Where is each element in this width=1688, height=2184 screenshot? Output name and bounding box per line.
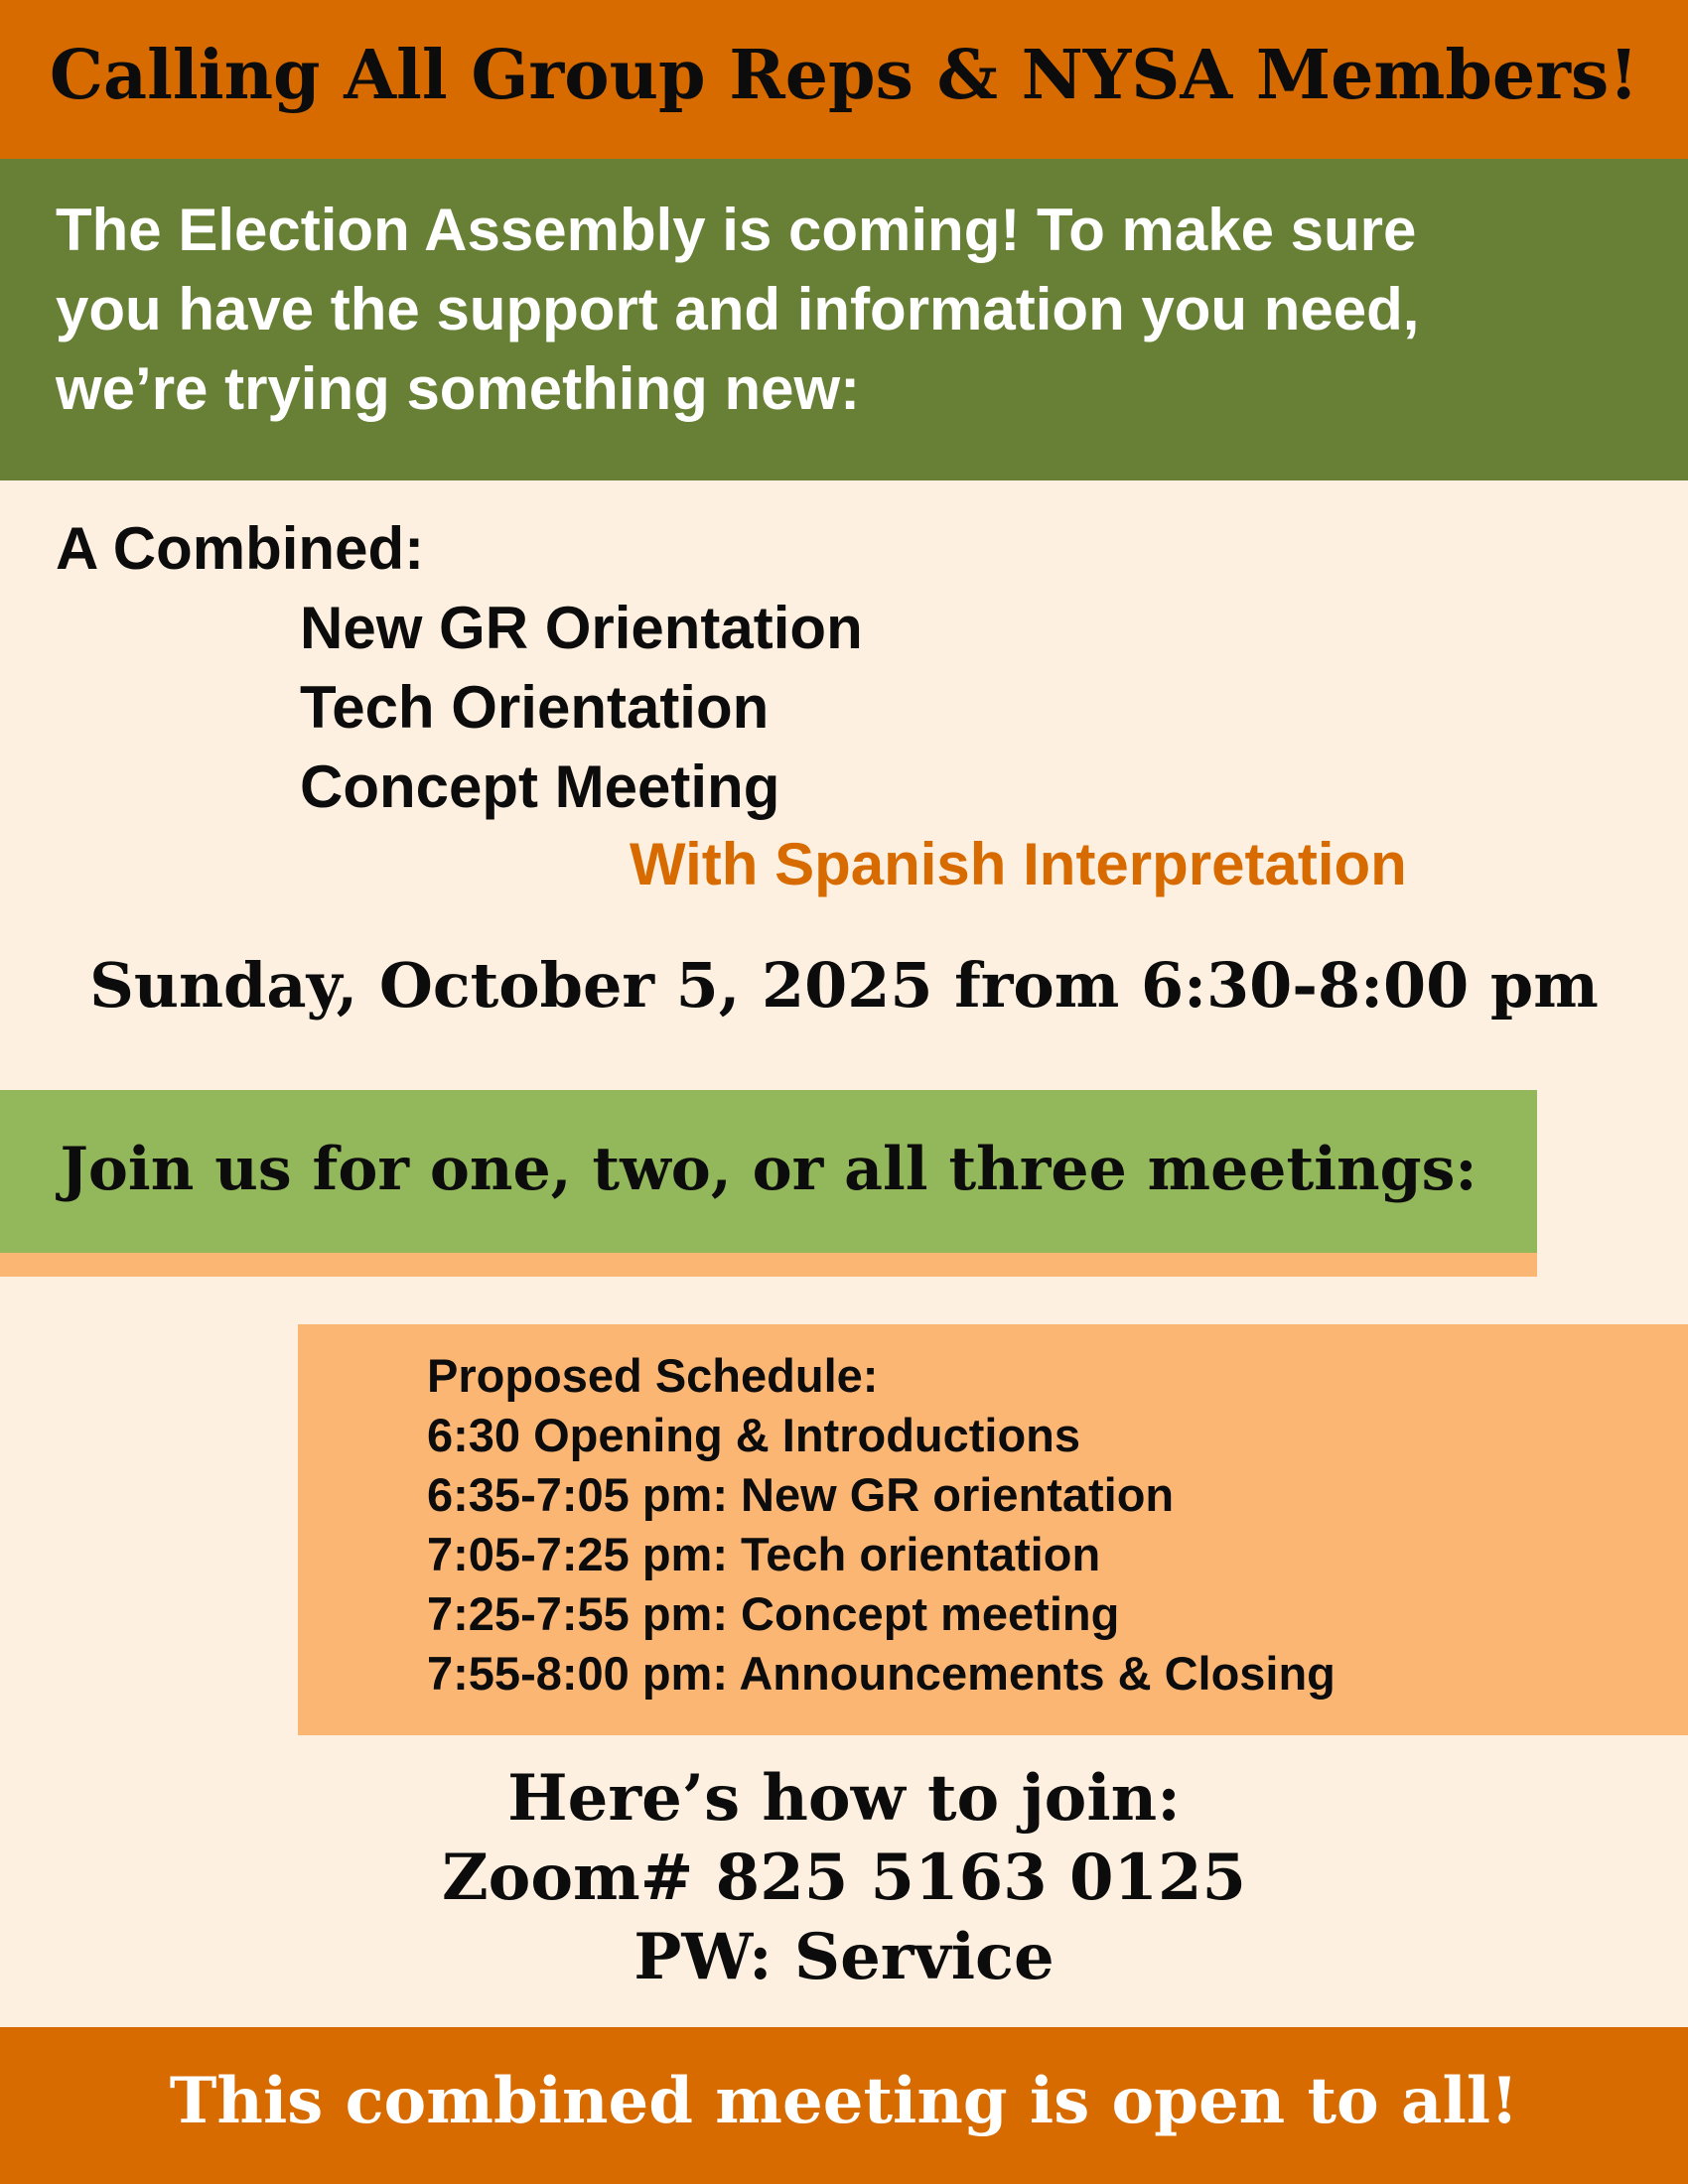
combined-item-concept-meeting: Concept Meeting bbox=[300, 753, 780, 820]
intro-line: you have the support and information you need, bbox=[56, 276, 1420, 342]
schedule-item: 6:30 Opening & Introductions bbox=[427, 1409, 1081, 1461]
schedule-item: 7:25-7:55 pm: Concept meeting bbox=[427, 1587, 1120, 1640]
join-callout: Join us for one, two, or all three meetings: bbox=[60, 1135, 1477, 1204]
zoom-password: PW: Service bbox=[633, 1920, 1055, 1994]
combined-item-tech-orientation: Tech Orientation bbox=[300, 674, 770, 741]
schedule-item: 7:55-8:00 pm: Announcements & Closing bbox=[427, 1647, 1336, 1700]
combined-item-new-gr-orientation: New GR Orientation bbox=[300, 595, 863, 661]
combined-label: A Combined: bbox=[56, 515, 425, 582]
event-date-time: Sunday, October 5, 2025 from 6:30-8:00 pm bbox=[89, 949, 1599, 1022]
intro-line: we’re trying something new: bbox=[56, 355, 861, 422]
schedule-item: 7:05-7:25 pm: Tech orientation bbox=[427, 1528, 1101, 1580]
how-to-join-section bbox=[0, 1759, 1688, 1997]
intro-paragraph bbox=[56, 191, 1644, 429]
schedule-heading: Proposed Schedule: bbox=[427, 1349, 879, 1402]
how-to-join-heading: Here’s how to join: bbox=[507, 1761, 1181, 1836]
intro-line: The Election Assembly is coming! To make sure bbox=[56, 197, 1417, 263]
schedule-item: 6:35-7:05 pm: New GR orientation bbox=[427, 1468, 1175, 1521]
zoom-meeting-id: Zoom# 825 5163 0125 bbox=[441, 1841, 1247, 1915]
page-title: Calling All Group Reps & NYSA Members! bbox=[49, 36, 1639, 115]
footer-message: This combined meeting is open to all! bbox=[169, 2064, 1519, 2138]
schedule-list bbox=[427, 1346, 1678, 1704]
spanish-interpretation-note: With Spanish Interpretation bbox=[630, 831, 1407, 897]
